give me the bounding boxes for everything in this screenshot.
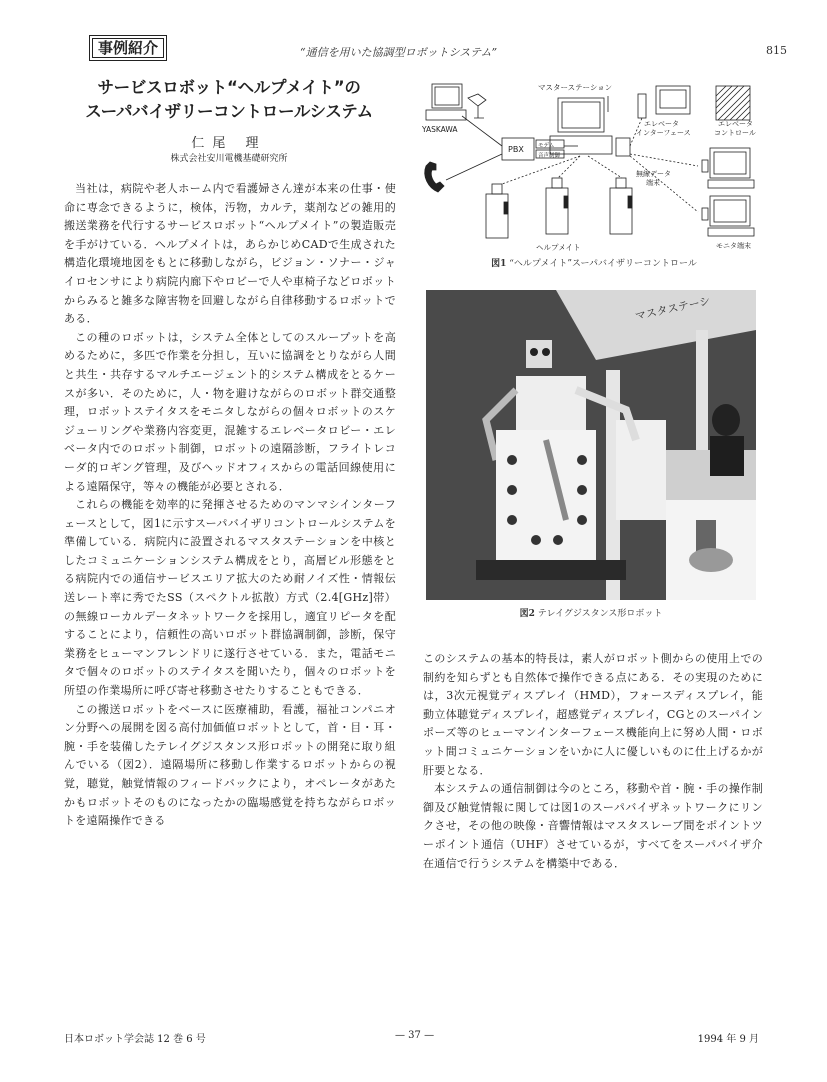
- right-column: [423, 650, 763, 873]
- label-elevator-interface: [636, 119, 691, 137]
- figure-2-label: 図2: [519, 609, 535, 619]
- label-wireless-terminal: [636, 169, 671, 187]
- left-column: [64, 180, 396, 831]
- booth-sign-text: マスタステーシ: [633, 294, 712, 323]
- helpmate-robot-icon: [486, 184, 508, 238]
- label-elevator-control: [714, 119, 756, 137]
- figure-1-caption: [418, 256, 770, 269]
- paragraph: 当社は，病院や老人ホーム内で看護婦さん達が本来の仕事・使命に専念できるように，検体，汚物，カルテ，薬剤などの雑用的搬送業務を代行するサービスロボット“ヘルプメイト”の製造販売を手がけている．ヘルプメイトは，あらかじめCADで生成された構造化環境地図をもとに移動しながら，ビジョン・ソナー・ジャイロセンサにより病院内廊下やロビーで人や車椅子などロボットからみると雑多な障害物を回避しながら自律移動するロボットである．: [64, 182, 396, 326]
- author-name: 仁尾 理: [191, 136, 267, 151]
- page-number: 815: [766, 44, 787, 57]
- title-line-2: スーパバイザリーコントロールシステム: [85, 102, 373, 121]
- paragraph: これらの機能を効率的に発揮させるためのマンマシインターフェースとして，図1に示すスーパバイザリコントロールシステムを準備している．病院内に設置されるマスタステーションを中核としたコミュニケーションシステム構成をとり，高層ビル形態をとる病院内での通信サービスエリア拡大のため耐ノイズ性・情報伝送レート率に秀でたSS（スペクトル拡散）方式（2.4[GHz]帯）の無線ローカルデータネットワークを採用し，適宜リピータを配することにより，信頼性の高いロボット群協調制御，診断，保守業務をヒューマンフレンドリに遂行させている．また，電話モニタで個々のロボットのステイタスを聞いたり，個々のロボットを所望の作業場所に呼び寄せ移動させたりすることもできる．: [64, 498, 396, 698]
- figure-1-label: 図1: [491, 259, 507, 269]
- workstation-icon: [426, 84, 486, 120]
- article-title: [60, 76, 398, 124]
- telephone-icon: [425, 162, 444, 192]
- paragraph: この種のロボットは，システム全体としてのスループットを高めるために，多匹で作業を分担し，互いに協調をとりながら人間と共生・共存するマルチエージェント的システム構成をとるケースが多い．そのために，人・物を避けながらのロボット群交通整理，ロボットステイタスをモニタしながらの個々ロボットのスケジューリングや業務内容変更，混雑するエレベータロビー・エレベータ内でのロボット制御，ロボットの遠隔診断，フライトレコーダ的ロギング管理，及びヘッドオフィスからの電話回線使用による遠隔保守，等々の機能が必要とされる．: [64, 330, 396, 493]
- label-wireless-terminal-line: 無線データ: [636, 170, 671, 178]
- label-pbx: PBX: [508, 145, 524, 154]
- master-station-icon: [550, 96, 630, 156]
- footer-page: — 37 —: [395, 1030, 435, 1041]
- figure-1-caption-text: “ヘルプメイト”スーパバイザリーコントロール: [509, 259, 697, 269]
- figure-2-caption: [426, 606, 756, 619]
- figure-2-caption-text: テレイグジスタンス形ロボット: [537, 609, 663, 619]
- monitor-terminal-icon: [702, 148, 754, 188]
- label-monitor-terminal: モニタ端末: [716, 242, 751, 250]
- label-elevator-control-line: エレベータ: [718, 120, 753, 128]
- helpmate-robot-icon: [546, 178, 568, 234]
- label-modem: モデム: [538, 143, 555, 149]
- paragraph: 本システムの通信制御は今のところ，移動や首・腕・手の操作制御及び触覚情報に関しては図1のスーパバイザネットワークにリンクさせ，その他の映像・音響情報はマスタスレーブ間をポイントツーポイント通信（UHF）させているが，すべてをスーパバイザ介在通信で行うシステムを構築中である．: [423, 782, 763, 870]
- title-line-1: サービスロボット“ヘルプメイト”の: [97, 78, 361, 97]
- label-elevator-interface-line: エレベータ: [644, 120, 679, 128]
- label-elevator-control-line: コントロール: [714, 129, 756, 137]
- label-elevator-interface-line: インターフェース: [636, 129, 691, 137]
- monitor-terminal-icon: [702, 196, 754, 236]
- running-title: “通信を用いた協調型ロボットシステム”: [300, 46, 498, 59]
- section-tag: 事例紹介: [92, 38, 164, 58]
- paragraph: この搬送ロボットをベースに医療補助，看護，福祉コンパニオン分野への展開を図る高付加価値ロボットとして，首・目・耳・腕・手を装備したテレイグジスタンス形ロボットの開発に取り組んでいる（図2）．遠隔場所に移動し作業するロボットからの視覚，聴覚，触覚情報のフィードバックにより，オペレータがあたかもロボットそのものになったかの臨場感覚を持ちながらロボットを遠隔操作できる: [64, 702, 396, 828]
- elevator-control-icon: [716, 86, 750, 120]
- label-voice-control: 音声制御: [538, 153, 561, 159]
- label-helpmate: ヘルプメイト: [536, 243, 581, 252]
- label-yaskawa: YASKAWA: [422, 125, 458, 134]
- elevator-interface-icon: [638, 86, 690, 118]
- label-master-station: マスターステーション: [538, 83, 613, 92]
- helpmate-robot-icon: [610, 178, 632, 234]
- figure-2-photo: [426, 290, 756, 600]
- figure-1-diagram: [418, 76, 770, 258]
- footer-journal: 日本ロボット学会誌 12 巻 6 号: [64, 1034, 206, 1045]
- label-wireless-terminal-line: 端末: [646, 179, 660, 187]
- author-affiliation: 株式会社安川電機基礎研究所: [170, 154, 288, 164]
- paragraph: このシステムの基本的特長は，素人がロボット側からの使用上での制約を知らずとも自然体で操作できる点にある．その実現のためには，3次元視覚ディスプレイ（HMD），フォースディスプレイ，能動立体聴覚ディスプレイ，超感覚ディスプレイ，CGとのスーパインポーズ等のヒューマンインターフェース機能向上に努め人間・ロボット間コミュニケーションをいかに人に優しいものに仕上げるかが肝要となる．: [423, 652, 763, 777]
- footer-date: 1994 年 9 月: [697, 1034, 759, 1045]
